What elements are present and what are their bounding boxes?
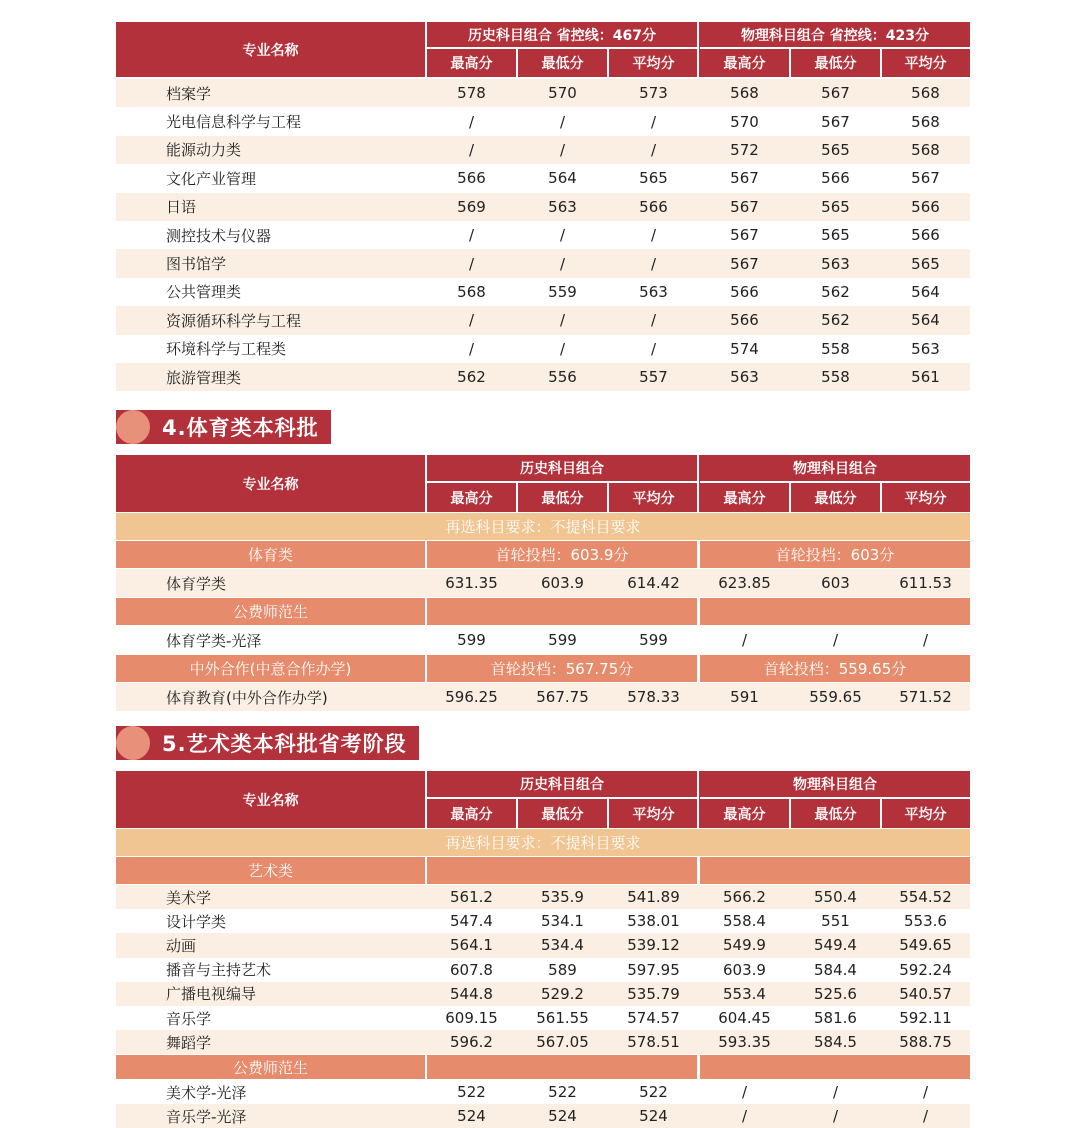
table-row (116, 933, 970, 957)
score-cell: / (741, 1107, 748, 1125)
requirement-row: 再选科目要求：不提科目要求 (116, 513, 970, 540)
col-header-max: 最高分 (450, 806, 493, 823)
score-cell: 607.8 (450, 960, 493, 979)
score-cell: / (468, 339, 475, 358)
major-name-cell: 能源动力类 (166, 141, 242, 160)
score-cell: 562 (821, 311, 850, 330)
score-cell: 567 (730, 197, 759, 216)
score-cell: 574.57 (627, 1009, 680, 1028)
major-name-cell: 图书馆学 (166, 255, 227, 274)
major-name-cell: 资源循环科学与工程 (166, 311, 302, 330)
score-cell: 597.95 (627, 960, 680, 979)
score-cell: 566.2 (723, 888, 766, 907)
score-cell: 565 (821, 226, 850, 245)
score-cell: 568 (911, 140, 940, 159)
table-row (116, 335, 970, 363)
major-name-cell: 光电信息科学与工程 (166, 113, 302, 132)
score-cell: 566 (911, 226, 940, 245)
score-cell: 568 (457, 282, 486, 301)
table-row (116, 909, 970, 933)
score-cell: 558 (821, 368, 850, 387)
score-cell: 558 (821, 339, 850, 358)
col-header-name: 专业名称 (242, 792, 299, 809)
major-name-cell: 公共管理类 (166, 283, 242, 302)
score-cell: 563 (639, 282, 668, 301)
score-cell: 596.2 (450, 1033, 493, 1052)
section-title-4: 4.体育类本科批 (116, 410, 331, 444)
score-cell: 566 (457, 169, 486, 188)
table-row (116, 1030, 970, 1054)
score-cell: 535.9 (541, 888, 584, 907)
score-cell: 553.4 (723, 984, 766, 1003)
score-cell: 568 (911, 112, 940, 131)
col-header-min: 最低分 (814, 490, 857, 507)
score-cell: 549.4 (814, 936, 857, 955)
table-row (116, 221, 970, 249)
score-cell: / (468, 226, 475, 245)
score-cell: 565 (821, 140, 850, 159)
major-name-cell: 档案学 (166, 84, 212, 103)
major-name-cell: 美术学-光泽 (166, 1083, 247, 1102)
table-row (116, 249, 970, 277)
score-cell: / (559, 226, 566, 245)
major-name-cell: 音乐学 (166, 1009, 212, 1028)
major-name-cell: 广播电视编导 (166, 985, 257, 1004)
major-name-cell: 动画 (166, 936, 197, 955)
score-cell: 567 (730, 254, 759, 273)
col-header-min: 最低分 (541, 490, 584, 507)
col-header-avg: 平均分 (632, 56, 675, 72)
score-cell: 564 (548, 169, 577, 188)
col-header-max: 最高分 (723, 56, 766, 72)
score-cell: 544.8 (450, 984, 493, 1003)
score-cell: 574 (730, 339, 759, 358)
score-cell: 588.75 (899, 1033, 952, 1052)
circle-icon (116, 410, 150, 444)
score-cell: 553.6 (904, 912, 947, 931)
score-cell: / (468, 254, 475, 273)
score-cell: 569 (457, 197, 486, 216)
score-cell: 554.52 (899, 888, 952, 907)
score-cell: / (468, 311, 475, 330)
category-row: 艺术类 (116, 857, 970, 884)
score-cell: 562 (821, 282, 850, 301)
score-cell: 561.55 (536, 1009, 589, 1028)
table-row (116, 164, 970, 192)
score-cell: 567 (821, 112, 850, 131)
score-cell: 564 (911, 311, 940, 330)
col-header-min: 最低分 (814, 56, 857, 72)
table-row (116, 1006, 970, 1030)
table-row (116, 1104, 970, 1128)
score-cell: 578 (457, 84, 486, 103)
score-cell: 567.05 (536, 1033, 589, 1052)
score-cell: 565 (821, 197, 850, 216)
score-cell: 592.24 (899, 960, 952, 979)
score-cell: / (832, 1083, 839, 1101)
score-cell: 549.65 (899, 936, 952, 955)
col-header-name: 专业名称 (242, 42, 299, 59)
major-name-cell: 测控技术与仪器 (166, 226, 272, 245)
score-cell: 541.89 (627, 888, 680, 907)
score-cell: 589 (548, 960, 577, 979)
score-cell: 566 (821, 169, 850, 188)
table-row (116, 107, 970, 135)
score-cell: 535.79 (627, 984, 680, 1003)
score-cell: 547.4 (450, 912, 493, 931)
table-score-1 (116, 22, 970, 392)
score-cell: 534.1 (541, 912, 584, 931)
score-cell: 522 (457, 1083, 486, 1101)
score-cell: / (650, 226, 657, 245)
score-cell: 566 (730, 311, 759, 330)
score-cell: 572 (730, 140, 759, 159)
score-cell: 604.45 (718, 1009, 771, 1028)
score-cell: 568 (911, 84, 940, 103)
score-cell: / (650, 254, 657, 273)
major-name-cell: 美术学 (166, 888, 212, 907)
table-row (116, 982, 970, 1006)
score-cell: / (650, 140, 657, 159)
col-header-min: 最低分 (814, 806, 857, 823)
table-row: 体育教育(中外合作办学) 596.25 567.75 578.33 591 559.65 571.52 (116, 683, 970, 711)
score-cell: 563 (730, 368, 759, 387)
score-cell: 550.4 (814, 888, 857, 907)
score-cell: 566 (911, 197, 940, 216)
score-cell: / (832, 1107, 839, 1125)
score-cell: 563 (821, 254, 850, 273)
table-row (116, 79, 970, 107)
score-cell: / (559, 112, 566, 131)
table-score-art (116, 771, 970, 1126)
score-cell: / (559, 140, 566, 159)
score-cell: / (650, 311, 657, 330)
table-row (116, 136, 970, 164)
major-name-cell: 旅游管理类 (166, 368, 242, 387)
physics-group-header: 物理科目组合 (700, 771, 970, 799)
col-header-avg: 平均分 (904, 490, 947, 507)
category-row: 体育类 首轮投档：603.9分 首轮投档：603分 (116, 541, 970, 568)
major-name-cell: 音乐学-光泽 (166, 1107, 247, 1126)
score-cell: 584.4 (814, 960, 857, 979)
score-cell: 568 (730, 84, 759, 103)
score-cell: 563 (911, 339, 940, 358)
col-header-avg: 平均分 (632, 806, 675, 823)
score-cell: / (559, 339, 566, 358)
score-cell: 522 (639, 1083, 668, 1101)
score-cell: 563 (548, 197, 577, 216)
col-header-max: 最高分 (723, 490, 766, 507)
table-row (116, 278, 970, 306)
score-cell: 567 (821, 84, 850, 103)
score-cell: 525.6 (814, 984, 857, 1003)
score-cell: 557 (639, 368, 668, 387)
score-cell: 564.1 (450, 936, 493, 955)
score-cell: 573 (639, 84, 668, 103)
score-cell: 565 (911, 254, 940, 273)
table-header (116, 771, 970, 828)
table-row: 体育学类 631.35 603.9 614.42 623.85 603 611.53 (116, 569, 970, 597)
table-row (116, 958, 970, 982)
score-cell: 570 (548, 84, 577, 103)
table-row (116, 1080, 970, 1104)
major-name-cell: 设计学类 (166, 912, 227, 931)
col-header-avg: 平均分 (632, 490, 675, 507)
category-row: 公费师范生 (116, 1055, 970, 1079)
requirement-row: 再选科目要求：不提科目要求 (116, 829, 970, 856)
category-row: 中外合作(中意合作办学) 首轮投档：567.75分 首轮投档：559.65分 (116, 655, 970, 682)
score-cell: 540.57 (899, 984, 952, 1003)
table-row (116, 193, 970, 221)
score-cell: / (468, 112, 475, 131)
score-cell: 524 (548, 1107, 577, 1125)
score-cell: 593.35 (718, 1033, 771, 1052)
col-header-avg: 平均分 (904, 56, 947, 72)
score-cell: 529.2 (541, 984, 584, 1003)
section-title-5: 5.艺术类本科批省考阶段 (116, 726, 419, 760)
history-group-header: 历史科目组合 (427, 771, 697, 799)
score-cell: 561.2 (450, 888, 493, 907)
physics-group-header: 物理科目组合 省控线：423分 (700, 22, 970, 49)
col-header-max: 最高分 (450, 490, 493, 507)
table-header (116, 22, 970, 77)
circle-icon (116, 726, 150, 760)
table-row (116, 885, 970, 909)
score-cell: 570 (730, 112, 759, 131)
score-cell: 581.6 (814, 1009, 857, 1028)
col-header-min: 最低分 (541, 806, 584, 823)
score-cell: 551 (821, 912, 850, 931)
score-cell: 562 (457, 368, 486, 387)
score-cell: / (650, 112, 657, 131)
table-row (116, 363, 970, 391)
col-header-max: 最高分 (723, 806, 766, 823)
major-name-cell: 环境科学与工程类 (166, 340, 287, 359)
score-cell: / (559, 311, 566, 330)
score-cell: 522 (548, 1083, 577, 1101)
score-cell: 559 (548, 282, 577, 301)
score-cell: / (922, 1083, 929, 1101)
score-cell: 549.9 (723, 936, 766, 955)
major-name-cell: 文化产业管理 (166, 169, 257, 188)
history-group-header: 历史科目组合 (427, 455, 697, 483)
table-row (116, 306, 970, 334)
score-cell: 584.5 (814, 1033, 857, 1052)
score-cell: / (741, 1083, 748, 1101)
major-name-cell: 舞蹈学 (166, 1033, 212, 1052)
score-cell: 567 (730, 169, 759, 188)
score-cell: 565 (639, 169, 668, 188)
score-cell: 567 (730, 226, 759, 245)
score-cell: / (922, 1107, 929, 1125)
score-cell: 561 (911, 368, 940, 387)
major-name-cell: 播音与主持艺术 (166, 961, 272, 980)
col-header-avg: 平均分 (904, 806, 947, 823)
table-header (116, 455, 970, 512)
score-cell: 567 (911, 169, 940, 188)
score-cell: 578.51 (627, 1033, 680, 1052)
physics-group-header: 物理科目组合 (700, 455, 970, 483)
table-score-sports (116, 455, 970, 711)
score-cell: / (559, 254, 566, 273)
table-row: 体育学类-光泽 599 599 599 / / / (166, 631, 929, 650)
score-cell: 566 (639, 197, 668, 216)
score-cell: 603.9 (723, 960, 766, 979)
score-cell: 564 (911, 282, 940, 301)
col-header-max: 最高分 (450, 56, 493, 72)
major-name-cell: 日语 (166, 198, 197, 217)
score-cell: 566 (730, 282, 759, 301)
col-header-name: 专业名称 (242, 476, 299, 493)
score-cell: / (650, 339, 657, 358)
score-cell: 558.4 (723, 912, 766, 931)
score-cell: / (468, 140, 475, 159)
score-cell: 556 (548, 368, 577, 387)
score-cell: 539.12 (627, 936, 680, 955)
score-cell: 524 (457, 1107, 486, 1125)
history-group-header: 历史科目组合 省控线：467分 (427, 22, 697, 49)
score-cell: 592.11 (899, 1009, 952, 1028)
score-cell: 534.4 (541, 936, 584, 955)
score-cell: 538.01 (627, 912, 680, 931)
score-cell: 524 (639, 1107, 668, 1125)
category-row: 公费师范生 (116, 598, 970, 625)
score-cell: 609.15 (445, 1009, 498, 1028)
col-header-min: 最低分 (541, 56, 584, 72)
